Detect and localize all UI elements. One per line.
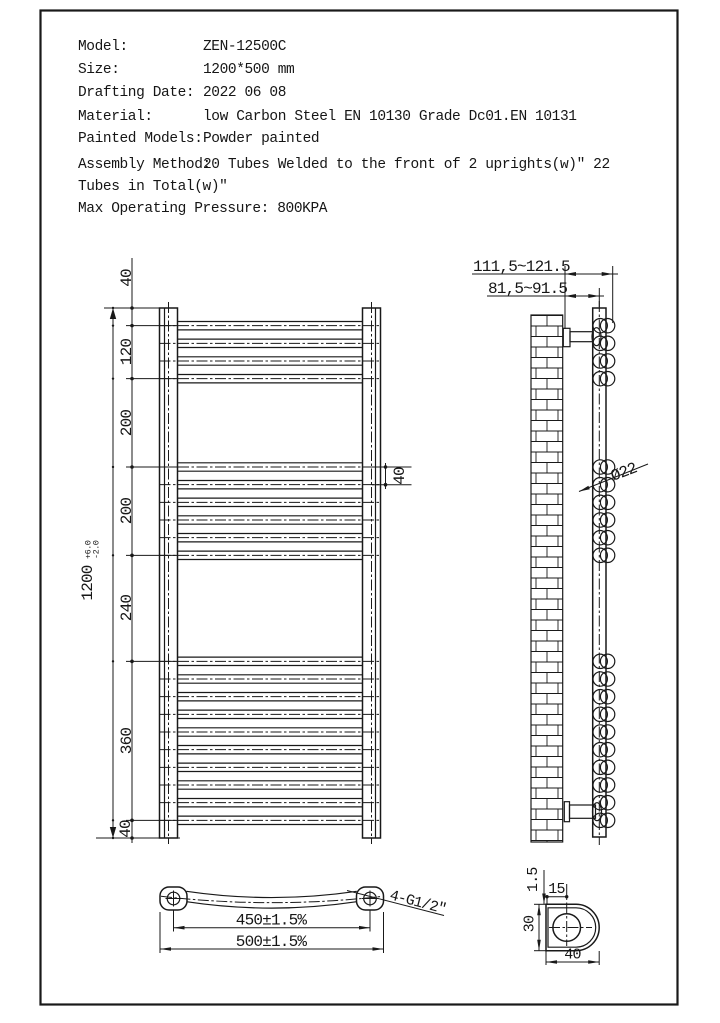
dim-width-label: 40 <box>564 946 581 964</box>
dim-tube-diameter-label: Ø22 <box>608 459 640 486</box>
dim-height-nominal: 1200 <box>79 565 97 601</box>
dim-wall-tube-label: 111,5~121.5 <box>473 258 570 276</box>
dim-segment: 200 <box>118 497 136 525</box>
spec-value-size: 1200*500 mm <box>203 62 295 78</box>
dim-wall-upright-label: 81,5~91.5 <box>488 280 568 298</box>
dim-thickness-label: 1.5 <box>525 867 542 892</box>
spec-label: Painted Models: <box>78 131 203 147</box>
dim-segment: 240 <box>118 594 136 622</box>
dim-flat-label: 15 <box>548 881 565 898</box>
spec-label: Assembly Method: <box>78 157 211 173</box>
dim-segment: 360 <box>118 727 136 755</box>
dim-overall-width-label: 500±1.5% <box>235 933 307 951</box>
dim-centres-label: 450±1.5% <box>235 911 307 930</box>
dim-segment: 40 <box>117 820 135 838</box>
spec-pressure: Max Operating Pressure: 800KPA <box>78 201 328 217</box>
spec-value-date: 2022 06 08 <box>203 85 287 101</box>
wall-brick-section <box>531 315 563 842</box>
dim-pitch-label: 40 <box>391 467 409 485</box>
spec-assembly-continuation: Tubes in Total(w)" <box>78 179 228 195</box>
dim-depth-label: 30 <box>521 915 539 933</box>
spec-label: Material: <box>78 109 153 125</box>
spec-value-model: ZEN-12500C <box>203 39 287 55</box>
spec-value-paint: Powder painted <box>203 131 320 147</box>
dim-segment: 40 <box>118 269 136 287</box>
spec-label: Size: <box>78 62 120 78</box>
spec-value-material: low Carbon Steel EN 10130 Grade Dc01.EN 10131 <box>203 109 577 125</box>
dim-height-tol-plus: +6.0 <box>83 540 94 559</box>
dim-segment: 120 <box>118 338 136 366</box>
dim-connections-label: 4-G1/2" <box>387 887 448 919</box>
dim-height-tol-minus: -2.0 <box>91 540 102 559</box>
dim-segment: 200 <box>118 409 136 437</box>
spec-label: Drafting Date: <box>78 85 195 101</box>
spec-value-assembly: 20 Tubes Welded to the front of 2 uprights(w)" 22 <box>203 157 610 173</box>
spec-label: Model: <box>78 39 128 55</box>
